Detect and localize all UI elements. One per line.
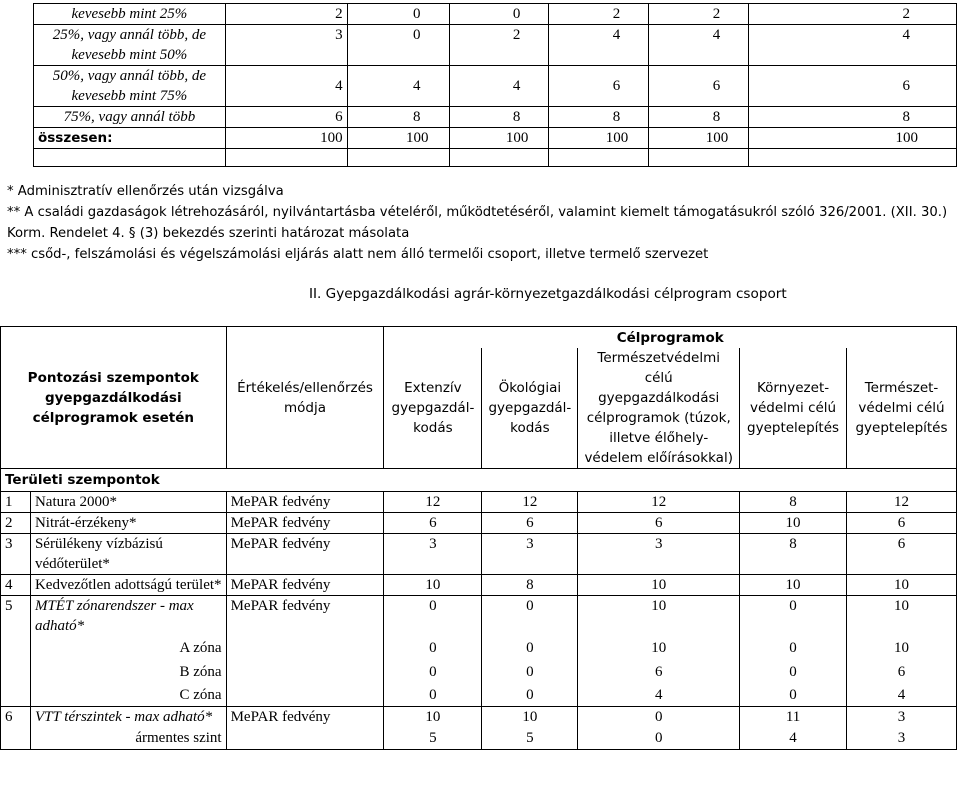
cell: 2 [549, 4, 649, 25]
cell: 2 [449, 25, 549, 66]
empty-cell [1, 660, 31, 684]
cell: 3 [384, 534, 482, 575]
cell: 6 [847, 534, 957, 575]
row-method: MePAR fedvény [226, 492, 384, 513]
empty-cell [549, 149, 649, 167]
row-label: MTÉT zónarendszer - max adható* [30, 596, 226, 637]
cell: 5 [482, 727, 578, 750]
cell: 4 [749, 25, 957, 66]
cell: 10 [740, 575, 847, 596]
cell: 6 [749, 66, 957, 107]
cell: 0 [482, 660, 578, 684]
row-number: 1 [1, 492, 31, 513]
cell: 4 [549, 25, 649, 66]
cell: 8 [649, 107, 749, 128]
cell: 8 [740, 492, 847, 513]
row-number: 5 [1, 596, 31, 637]
row-label: kevesebb mint 25% [34, 4, 226, 25]
total-label: összesen: [34, 128, 226, 149]
table-row [34, 4, 957, 25]
row-label: 25%, vagy annál több, de kevesebb mint 50% [34, 25, 226, 66]
cell: 3 [225, 25, 347, 66]
cell: 6 [384, 513, 482, 534]
cell: 4 [649, 25, 749, 66]
table-row [1, 575, 957, 596]
cell: 8 [740, 534, 847, 575]
cell: 3 [482, 534, 578, 575]
cell: 6 [847, 660, 957, 684]
cell: 0 [384, 636, 482, 660]
program-header: Természet-védelmi célú gyeptelepítés [847, 348, 957, 469]
sub-row [1, 660, 957, 684]
cell: 10 [384, 575, 482, 596]
row-method: MePAR fedvény [226, 596, 384, 637]
cell: 12 [847, 492, 957, 513]
row-number: 4 [1, 575, 31, 596]
top-score-table [33, 3, 957, 167]
empty-cell [1, 636, 31, 660]
cell: 6 [549, 66, 649, 107]
cell: 100 [549, 128, 649, 149]
sub-row [1, 727, 957, 750]
cell: 0 [384, 596, 482, 637]
cell: 3 [847, 707, 957, 728]
footnotes [7, 181, 957, 265]
cell: 0 [384, 684, 482, 707]
cell: 4 [740, 727, 847, 750]
sub-label: C zóna [30, 684, 226, 707]
cell: 10 [847, 596, 957, 637]
cell: 4 [449, 66, 549, 107]
cell: 8 [449, 107, 549, 128]
table-row [1, 707, 957, 728]
cell: 6 [578, 660, 740, 684]
programs-group-header: Célprogramok [384, 327, 957, 349]
cell: 10 [578, 596, 740, 637]
cell: 100 [649, 128, 749, 149]
row-method: MePAR fedvény [226, 534, 384, 575]
cell: 5 [384, 727, 482, 750]
row-label: Kedvezőtlen adottságú terület* [30, 575, 226, 596]
empty-cell [347, 149, 449, 167]
cell: 6 [649, 66, 749, 107]
table-row [1, 513, 957, 534]
empty-cell [225, 149, 347, 167]
cell: 0 [578, 727, 740, 750]
row-label: 50%, vagy annál több, de kevesebb mint 75% [34, 66, 226, 107]
table-row [1, 534, 957, 575]
row-label: 75%, vagy annál több [34, 107, 226, 128]
row-number: 2 [1, 513, 31, 534]
scoring-table [0, 326, 957, 750]
section-row [1, 469, 957, 492]
row-number: 3 [1, 534, 31, 575]
cell: 12 [578, 492, 740, 513]
footnote: *** csőd-, felszámolási és végelszámolási eljárás alatt nem álló termelői csoport, illetve termelő szervezet [7, 247, 709, 262]
cell: 2 [749, 4, 957, 25]
empty-cell [226, 660, 384, 684]
footnote: * Adminisztratív ellenőrzés után vizsgálva [7, 184, 284, 199]
cell: 0 [578, 707, 740, 728]
cell: 4 [347, 66, 449, 107]
cell: 4 [847, 684, 957, 707]
cell: 100 [347, 128, 449, 149]
table-row [34, 107, 957, 128]
table-row [1, 492, 957, 513]
empty-row [34, 149, 957, 167]
row-method: MePAR fedvény [226, 707, 384, 728]
sub-label: ármentes szint [30, 727, 226, 750]
empty-cell [34, 149, 226, 167]
row-number: 6 [1, 707, 31, 728]
cell: 6 [847, 513, 957, 534]
cell: 4 [225, 66, 347, 107]
row-label: Natura 2000* [30, 492, 226, 513]
empty-cell [226, 727, 384, 750]
cell: 10 [578, 636, 740, 660]
cell: 12 [482, 492, 578, 513]
cell: 6 [225, 107, 347, 128]
cell: 0 [740, 660, 847, 684]
cell: 100 [225, 128, 347, 149]
cell: 0 [482, 684, 578, 707]
row-label: VTT térszintek - max adható* [30, 707, 226, 728]
sub-row [1, 636, 957, 660]
cell: 3 [578, 534, 740, 575]
empty-cell [649, 149, 749, 167]
cell: 0 [384, 660, 482, 684]
cell: 0 [740, 684, 847, 707]
header-row [1, 327, 957, 349]
cell: 12 [384, 492, 482, 513]
cell: 2 [649, 4, 749, 25]
cell: 100 [449, 128, 549, 149]
table-row [1, 596, 957, 637]
program-header: Környezet-védelmi célú gyeptelepítés [740, 348, 847, 469]
cell: 4 [578, 684, 740, 707]
cell: 6 [578, 513, 740, 534]
cell: 6 [482, 513, 578, 534]
empty-cell [1, 727, 31, 750]
cell: 8 [347, 107, 449, 128]
empty-cell [749, 149, 957, 167]
cell: 10 [578, 575, 740, 596]
cell: 100 [749, 128, 957, 149]
cell: 0 [482, 596, 578, 637]
row-method: MePAR fedvény [226, 575, 384, 596]
empty-cell [449, 149, 549, 167]
program-header: Ökológiai gyepgazdál-kodás [482, 348, 578, 469]
cell: 0 [740, 636, 847, 660]
cell: 2 [225, 4, 347, 25]
section-title: II. Gyepgazdálkodási agrár-környezetgazdálkodási célprogram csoport [309, 286, 787, 302]
empty-cell [1, 684, 31, 707]
cell: 8 [482, 575, 578, 596]
cell: 10 [847, 636, 957, 660]
method-header: Értékelés/ellenőrzés módja [226, 327, 384, 469]
cell: 10 [740, 513, 847, 534]
cell: 11 [740, 707, 847, 728]
sub-label: A zóna [30, 636, 226, 660]
row-label: Nitrát-érzékeny* [30, 513, 226, 534]
cell: 3 [847, 727, 957, 750]
cell: 0 [740, 596, 847, 637]
cell: 0 [347, 4, 449, 25]
sub-row [1, 684, 957, 707]
program-header: Természetvédelmi célú gyepgazdálkodási célprogramok (túzok, illetve élőhely-védelem előírásokkal) [578, 348, 740, 469]
table-row [34, 66, 957, 107]
cell: 0 [449, 4, 549, 25]
footnote: ** A családi gazdaságok létrehozásáról, nyilvántartásba vételéről, működtetéséről, valamint kiemelt támogatásukról szóló 326/2001. (XII. 30.) Korm. Rendelet 4. § (3) bekezdés szerinti határozat másolata [7, 205, 948, 241]
cell: 10 [482, 707, 578, 728]
row-method: MePAR fedvény [226, 513, 384, 534]
total-row [34, 128, 957, 149]
empty-cell [226, 636, 384, 660]
sub-label: B zóna [30, 660, 226, 684]
cell: 0 [482, 636, 578, 660]
cell: 10 [384, 707, 482, 728]
program-header: Extenzív gyepgazdál-kodás [384, 348, 482, 469]
section-label: Területi szempontok [1, 469, 957, 492]
row-label: Sérülékeny vízbázisú védőterület* [30, 534, 226, 575]
table-row [34, 25, 957, 66]
cell: 8 [749, 107, 957, 128]
empty-cell [226, 684, 384, 707]
cell: 10 [847, 575, 957, 596]
criteria-header: Pontozási szempontok gyepgazdálkodási célprogramok esetén [1, 327, 227, 469]
cell: 8 [549, 107, 649, 128]
cell: 0 [347, 25, 449, 66]
